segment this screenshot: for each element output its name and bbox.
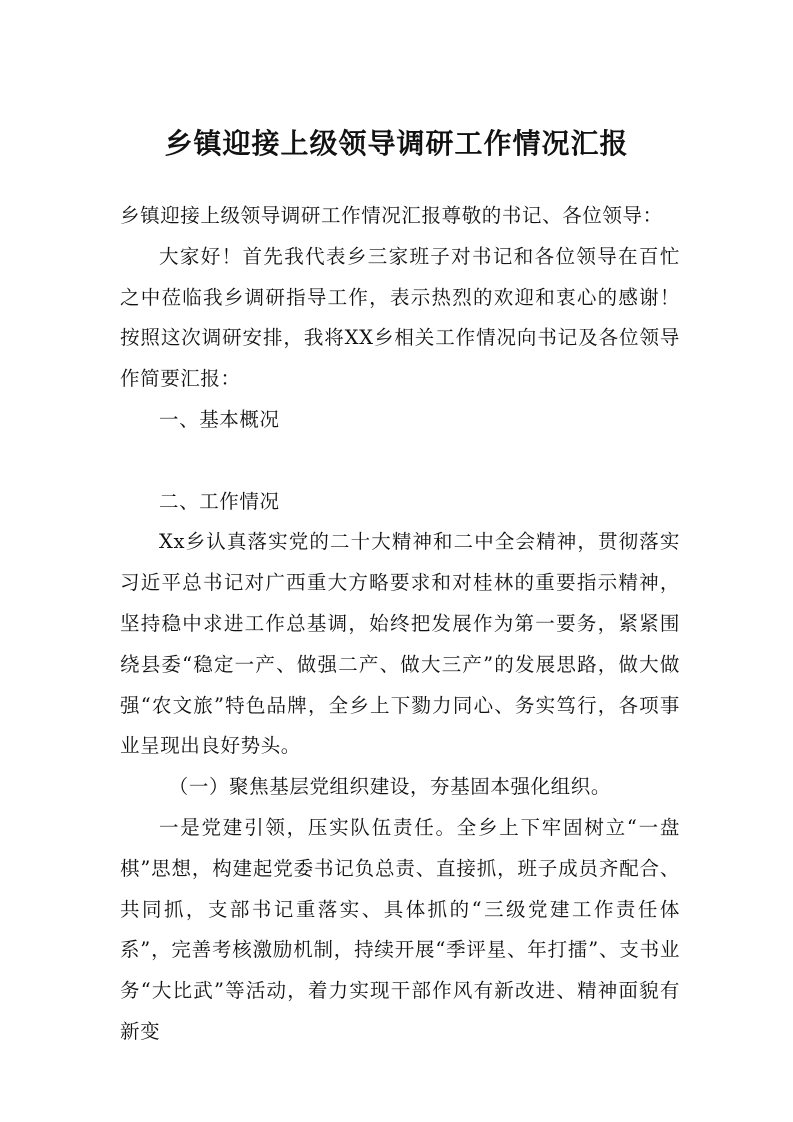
blank-line [120,441,680,482]
party-building-paragraph: 一是党建引领，压实队伍责任。全乡上下牢固树立“一盘棋”思想，构建起党委书记负总责、直接抓，班子成员齐配合、共同抓，支部书记重落实、具体抓的“三级党建工作责任体系”，完善考核激励机制，持续开展“季评星、年打擂”、支书业务“大比武”等活动，着力实现干部作风有新改进、精神面貌有新变 [120,815,680,1043]
opening-paragraph: 大家好！首先我代表乡三家班子对书记和各位领导在百忙之中莅临我乡调研指导工作，表示热烈的欢迎和衷心的感谢！按照这次调研安排，我将XX乡相关工作情况向书记及各位领导作简要汇报： [120,244,680,391]
subsection-heading-party-building: （一）聚焦基层党组织建设，夯基固本强化组织。 [168,775,611,799]
document-body [120,196,680,1053]
salutation-paragraph: 乡镇迎接上级领导调研工作情况汇报尊敬的书记、各位领导： [120,204,663,227]
section-heading-overview: 一、基本概况 [159,407,280,431]
section-heading-work: 二、工作情况 [159,489,280,513]
work-summary-paragraph: Xx乡认真落实党的二十大精神和二中全会精神，贯彻落实习近平总书记对广西重大方略要求和对桂林的重要指示精神，坚持稳中求进工作总基调，始终把发展作为第一要务，紧紧围绕县委“稳定一产、做强二产、做大三产”的发展思路，做大做强“农文旅”特色品牌，全乡上下勠力同心、务实笃行，各项事业呈现出良好势头。 [120,530,680,758]
document-title: 乡镇迎接上级领导调研工作情况汇报 [164,127,629,160]
